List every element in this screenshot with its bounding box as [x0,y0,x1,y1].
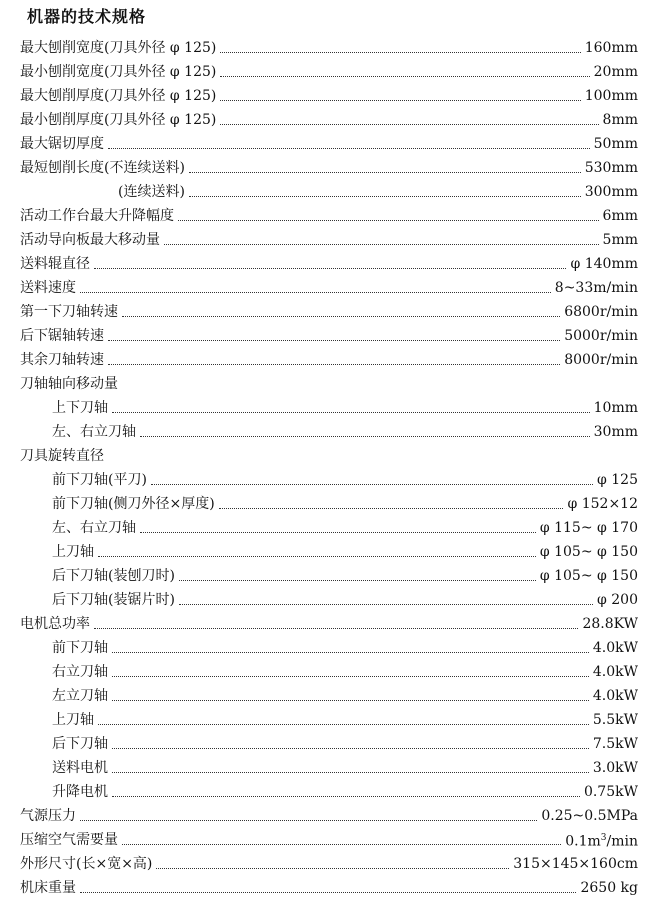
spec-row [52,780,638,804]
spec-label: 压缩空气需要量 [20,832,118,848]
spec-label: 左、右立刀轴 [52,424,136,440]
spec-value: φ 200 [597,592,638,608]
spec-label: 后下刀轴(装锯片时) [52,592,175,608]
leader-dots [112,412,590,413]
spec-row [52,468,638,492]
spec-row [20,108,638,132]
spec-value: 530mm [584,160,638,176]
spec-value: 10mm [593,400,638,416]
leader-dots [80,892,576,893]
leader-dots [108,340,560,341]
spec-row [20,804,638,828]
spec-value: φ 152×12 [567,496,638,512]
leader-dots [189,196,581,197]
spec-label: 最小刨削宽度(刀具外径 φ 125) [20,64,217,80]
spec-row [20,348,638,372]
spec-label: 送料电机 [52,760,108,776]
leader-dots [94,628,578,629]
leader-dots [80,820,537,821]
spec-label: 外形尺寸(长×宽×高) [20,856,153,872]
leader-dots [151,484,593,485]
spec-row [20,132,638,156]
spec-row [20,84,638,108]
spec-value: 5.5kW [592,712,638,728]
spec-row [52,684,638,708]
leader-dots [80,292,551,293]
spec-row [52,420,638,444]
leader-dots [179,604,593,605]
spec-value: 8000r/min [564,352,638,368]
leader-dots [220,52,580,53]
spec-label: 气源压力 [20,808,76,824]
spec-value: 6mm [602,208,638,224]
spec-row [20,876,638,900]
leader-dots [219,508,564,509]
spec-label: 刀轴轴向移动量 [20,376,118,392]
spec-label: 电机总功率 [20,616,90,632]
superscript-3: 3 [600,833,607,844]
spec-label: 右立刀轴 [52,664,108,680]
spec-value: 315×145×160cm [513,856,638,872]
spec-value: 20mm [593,64,638,80]
spec-value: 8mm [602,112,638,128]
spec-row [52,396,638,420]
spec-value: 0.25~0.5MPa [541,808,638,824]
spec-label: 最短刨削长度(不连续送料) [20,160,185,176]
spec-value: 28.8KW [582,616,638,632]
spec-label: 机床重量 [20,880,76,896]
spec-value: 100mm [584,88,638,104]
spec-value: 4.0kW [592,688,638,704]
leader-dots [112,700,589,701]
leader-dots [108,148,590,149]
spec-section-heading [20,372,638,396]
spec-label: 上刀轴 [52,544,94,560]
spec-label: 活动导向板最大移动量 [20,232,160,248]
spec-value: 2650 kg [580,880,638,896]
leader-dots [220,76,589,77]
spec-row [20,60,638,84]
spec-label: 左、右立刀轴 [52,520,136,536]
spec-label: 上刀轴 [52,712,94,728]
spec-label: 送料速度 [20,280,76,296]
leader-dots [220,124,598,125]
spec-value: φ 140mm [570,256,638,272]
leader-dots [140,532,536,533]
leader-dots [112,772,589,773]
spec-row [20,228,638,252]
spec-value: 4.0kW [592,664,638,680]
spec-label: 升降电机 [52,784,108,800]
spec-label: 后下刀轴(装刨刀时) [52,568,175,584]
spec-row [20,156,638,180]
spec-row [52,708,638,732]
spec-label: 第一下刀轴转速 [20,304,118,320]
spec-label: 送料辊直径 [20,256,90,272]
spec-row [20,852,638,876]
spec-row [52,564,638,588]
spec-value: 30mm [593,424,638,440]
spec-value: φ 125 [597,472,638,488]
spec-label: 其余刀轴转速 [20,352,104,368]
spec-value: φ 105~ φ 150 [539,544,638,560]
leader-dots [98,556,536,557]
spec-row [20,828,638,852]
spec-row [20,204,638,228]
leader-dots [112,748,589,749]
leader-dots [122,844,561,845]
spec-label: 刀具旋转直径 [20,448,104,464]
spec-value: 160mm [584,40,638,56]
spec-value: 3.0kW [592,760,638,776]
spec-label: 前下刀轴 [52,640,108,656]
spec-value: 5mm [602,232,638,248]
spec-value: φ 115~ φ 170 [539,520,638,536]
spec-row [52,756,638,780]
spec-value: 300mm [584,184,638,200]
document-title: 机器的技术规格 [27,7,147,26]
spec-label: 前下刀轴(侧刀外径×厚度) [52,496,215,512]
spec-value: 4.0kW [592,640,638,656]
spec-row [52,660,638,684]
spec-row [20,300,638,324]
spec-row [52,492,638,516]
spec-value: 7.5kW [592,736,638,752]
spec-row [52,588,638,612]
spec-label: 最大刨削宽度(刀具外径 φ 125) [20,40,217,56]
leader-dots [112,796,580,797]
leader-dots [122,316,560,317]
spec-label: 后下锯轴转速 [20,328,104,344]
spec-row [20,612,638,636]
spec-label: 前下刀轴(平刀) [52,472,147,488]
spec-row [52,516,638,540]
spec-row [20,36,638,60]
spec-label: (连续送料) [118,184,185,200]
spec-row [20,276,638,300]
spec-value: 5000r/min [564,328,638,344]
leader-dots [189,172,581,173]
spec-label: 活动工作台最大升降幅度 [20,208,174,224]
leader-dots [98,724,589,725]
leader-dots [178,220,599,221]
spec-value: φ 105~ φ 150 [539,568,638,584]
spec-row [52,732,638,756]
spec-label: 左立刀轴 [52,688,108,704]
spec-row [20,252,638,276]
spec-label: 最大锯切厚度 [20,136,104,152]
spec-row [52,636,638,660]
spec-section-heading [20,444,638,468]
spec-row [118,180,638,204]
leader-dots [164,244,599,245]
spec-value: 0.75kW [583,784,638,800]
leader-dots [112,652,589,653]
leader-dots [220,100,580,101]
spec-value: 50mm [593,136,638,152]
spec-row [20,324,638,348]
spec-value: 8~33m/min [554,280,638,296]
spec-label: 最小刨削厚度(刀具外径 φ 125) [20,112,217,128]
leader-dots [156,868,509,869]
spec-label: 最大刨削厚度(刀具外径 φ 125) [20,88,217,104]
spec-value: 6800r/min [564,304,638,320]
spec-value: $0.1m^3/\min$ [565,833,638,850]
leader-dots [112,676,589,677]
leader-dots [94,268,566,269]
leader-dots [140,436,590,437]
spec-label: 后下刀轴 [52,736,108,752]
spec-row [52,540,638,564]
leader-dots [108,364,560,365]
spec-label: 上下刀轴 [52,400,108,416]
leader-dots [179,580,536,581]
